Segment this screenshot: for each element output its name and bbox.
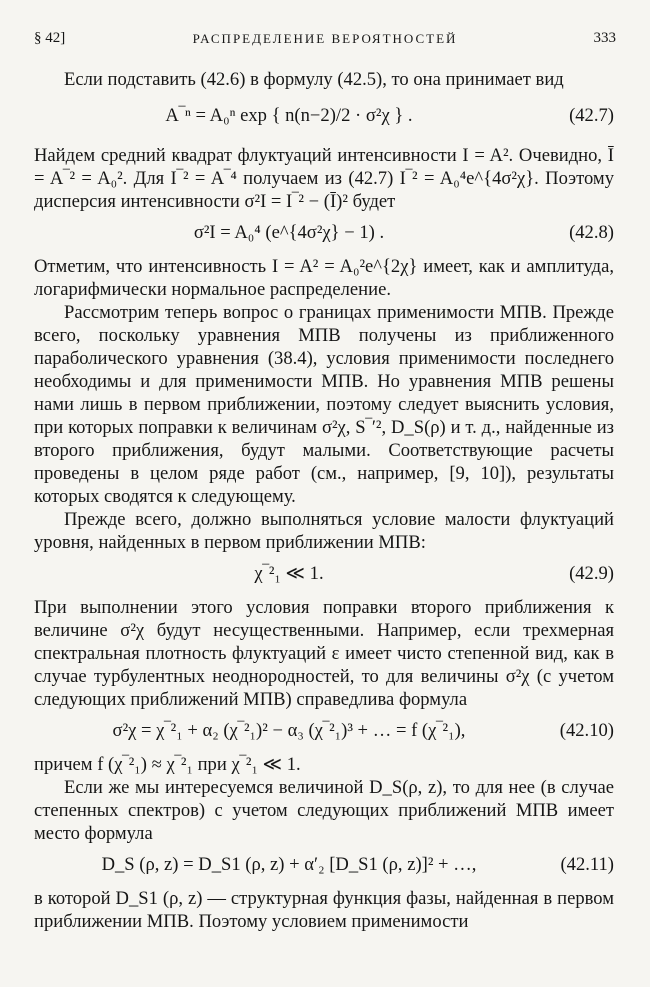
equation-formula: σ²χ = χ‾²₁ + α₂ (χ‾²₁)² − α₃ (χ‾²₁)³ + … = f (χ‾²₁), bbox=[112, 720, 466, 741]
equation-formula: A‾ⁿ = A₀ⁿ exp { n(n−2)/2 · σ²χ } . bbox=[165, 105, 413, 126]
page-number: 333 bbox=[593, 30, 616, 46]
equation-formula: χ‾²₁ ≪ 1. bbox=[254, 563, 324, 584]
paragraph-8: Если же мы интересуемся величиной D_S(ρ, z), то для нее (в случае степенных спектров) с учетом следующих приближений МПВ имеет место формула bbox=[34, 777, 614, 844]
equation-formula: σ²I = A₀⁴ (e^{4σ²χ} − 1) . bbox=[193, 222, 385, 243]
paragraph-7: причем f (χ‾²₁) ≈ χ‾²₁ при χ‾²₁ ≪ 1. bbox=[34, 754, 301, 775]
running-title: РАСПРЕДЕЛЕНИЕ ВЕРОЯТНОСТЕЙ bbox=[192, 31, 458, 46]
paragraph-5: Прежде всего, должно выполняться условие малости флуктуаций уровня, найденных в первом приближении МПВ: bbox=[34, 509, 614, 553]
page-body bbox=[34, 68, 614, 933]
page-header bbox=[34, 30, 616, 52]
section-marker: § 42] bbox=[34, 30, 66, 46]
equation-number: (42.10) bbox=[559, 720, 614, 741]
equation-formula: D_S (ρ, z) = D_S1 (ρ, z) + α′₂ [D_S1 (ρ, z)]² + …, bbox=[101, 854, 477, 875]
equation-number: (42.11) bbox=[560, 854, 614, 875]
equation-number: (42.7) bbox=[569, 105, 614, 126]
equation-2 bbox=[34, 219, 614, 246]
equation-4 bbox=[34, 717, 614, 744]
equation-1 bbox=[34, 94, 614, 138]
paragraph-6: При выполнении этого условия поправки второго приближения к величине σ²χ будут несущественными. Например, если трехмерная спектральная плотность флуктуаций ε имеет чисто степенной вид, как в случае турбулентных неоднородностей, то для величины σ²χ (с учетом следующих приближений МПВ) справедлива формула bbox=[34, 597, 614, 710]
equation-number: (42.8) bbox=[569, 222, 614, 243]
paragraph-4: Рассмотрим теперь вопрос о границах применимости МПВ. Прежде всего, поскольку уравнения МПВ получены из приближенного параболического уравнения (38.4), условия применимости последнего необходимы и для применимости МПВ. Но уравнения МПВ решены нами лишь в первом приближении, поэтому следует выяснить условия, при которых поправки к величинам σ²χ, S‾′², D_S(ρ) и т. д., найденные из второго приближения, будут малыми. Соответствующие расчеты проведены в целом ряде работ (см., например, [9, 10]), результаты которых сводятся к следующему. bbox=[34, 302, 614, 507]
paragraph-3: Отметим, что интенсивность I = A² = A₀²e^{2χ} имеет, как и амплитуда, логарифмически нормальное распределение. bbox=[34, 256, 614, 300]
paragraph-1: Если подставить (42.6) в формулу (42.5), то она принимает вид bbox=[64, 69, 564, 90]
equation-3 bbox=[34, 560, 614, 587]
paragraph-2: Найдем средний квадрат флуктуаций интенсивности I = A². Очевидно, Ī = A‾² = A₀². Для I‾² = A‾⁴ получаем из (42.7) I‾² = A₀⁴e^{4σ²χ}. Поэтому дисперсия интенсивности σ²I = I‾² − (Ī)² будет bbox=[34, 145, 614, 212]
equation-number: (42.9) bbox=[569, 563, 614, 584]
paragraph-9: в которой D_S1 (ρ, z) — структурная функция фазы, найденная в первом приближении МПВ. Поэтому условием применимости bbox=[34, 888, 614, 932]
equation-5 bbox=[34, 851, 614, 878]
